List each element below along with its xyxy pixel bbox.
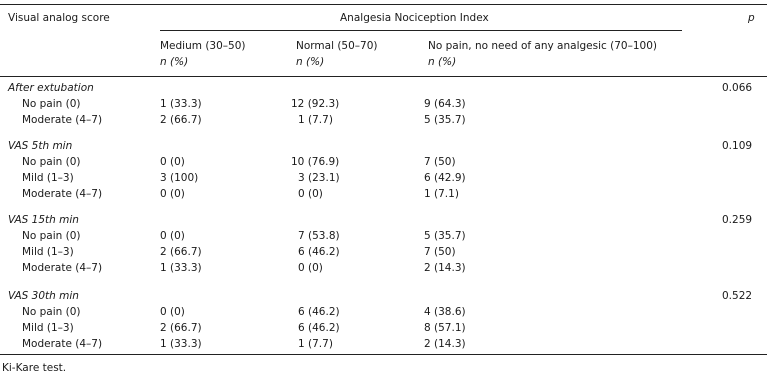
header-medium-unit: n (%): [160, 56, 189, 68]
table-footnote: Ki-Kare test.: [2, 362, 67, 374]
header-p: p: [748, 12, 755, 24]
cell-normal: 10 (76.9): [291, 156, 340, 168]
section-title: VAS 15th min: [8, 214, 79, 226]
cell-normal: 12 (92.3): [291, 98, 340, 110]
cell-medium: 2 (66.7): [160, 322, 202, 334]
section-title: VAS 5th min: [8, 140, 73, 152]
cell-medium: 2 (66.7): [160, 246, 202, 258]
row-label: Moderate (4–7): [22, 188, 103, 200]
cell-normal: 7 (53.8): [298, 230, 340, 242]
cell-medium: 0 (0): [160, 188, 185, 200]
cell-no-pain: 2 (14.3): [424, 262, 466, 274]
section-title: After extubation: [8, 82, 94, 94]
cell-medium: 2 (66.7): [160, 114, 202, 126]
table-top-rule: [0, 4, 767, 5]
cell-no-pain: 9 (64.3): [424, 98, 466, 110]
cell-normal: 1 (7.7): [298, 114, 333, 126]
cell-normal: 6 (46.2): [298, 322, 340, 334]
header-no-pain-unit: n (%): [428, 56, 457, 68]
row-label: Moderate (4–7): [22, 114, 103, 126]
cell-no-pain: 5 (35.7): [424, 114, 466, 126]
cell-normal: 0 (0): [298, 188, 323, 200]
header-normal: Normal (50–70): [296, 40, 378, 52]
cell-no-pain: 4 (38.6): [424, 306, 466, 318]
cell-medium: 0 (0): [160, 230, 185, 242]
row-label: No pain (0): [22, 306, 81, 318]
cell-medium: 1 (33.3): [160, 98, 202, 110]
cell-normal: 0 (0): [298, 262, 323, 274]
header-normal-unit: n (%): [296, 56, 325, 68]
header-group-rule: [160, 30, 682, 31]
cell-medium: 1 (33.3): [160, 262, 202, 274]
section-p-value: 0.109: [722, 140, 753, 152]
cell-no-pain: 8 (57.1): [424, 322, 466, 334]
header-bottom-rule: [0, 76, 767, 77]
cell-normal: 6 (46.2): [298, 306, 340, 318]
row-label: No pain (0): [22, 230, 81, 242]
cell-medium: 0 (0): [160, 156, 185, 168]
cell-medium: 0 (0): [160, 306, 185, 318]
cell-no-pain: 5 (35.7): [424, 230, 466, 242]
row-label: Mild (1–3): [22, 322, 74, 334]
row-label: Moderate (4–7): [22, 338, 103, 350]
row-label: No pain (0): [22, 98, 81, 110]
section-p-value: 0.522: [722, 290, 753, 302]
row-label: Mild (1–3): [22, 172, 74, 184]
row-label: Moderate (4–7): [22, 262, 103, 274]
cell-normal: 1 (7.7): [298, 338, 333, 350]
cell-no-pain: 7 (50): [424, 156, 456, 168]
cell-normal: 3 (23.1): [298, 172, 340, 184]
row-label: No pain (0): [22, 156, 81, 168]
cell-no-pain: 7 (50): [424, 246, 456, 258]
cell-no-pain: 2 (14.3): [424, 338, 466, 350]
header-no-pain: No pain, no need of any analgesic (70–100): [428, 40, 657, 52]
cell-no-pain: 6 (42.9): [424, 172, 466, 184]
cell-normal: 6 (46.2): [298, 246, 340, 258]
row-label: Mild (1–3): [22, 246, 74, 258]
header-visual-analog-score: Visual analog score: [8, 12, 110, 24]
section-p-value: 0.259: [722, 214, 753, 226]
section-p-value: 0.066: [722, 82, 753, 94]
cell-medium: 1 (33.3): [160, 338, 202, 350]
cell-medium: 3 (100): [160, 172, 199, 184]
header-analgesia-nociception-index: Analgesia Nociception Index: [340, 12, 489, 24]
table-bottom-rule: [0, 354, 767, 355]
header-medium: Medium (30–50): [160, 40, 246, 52]
cell-no-pain: 1 (7.1): [424, 188, 459, 200]
section-title: VAS 30th min: [8, 290, 79, 302]
